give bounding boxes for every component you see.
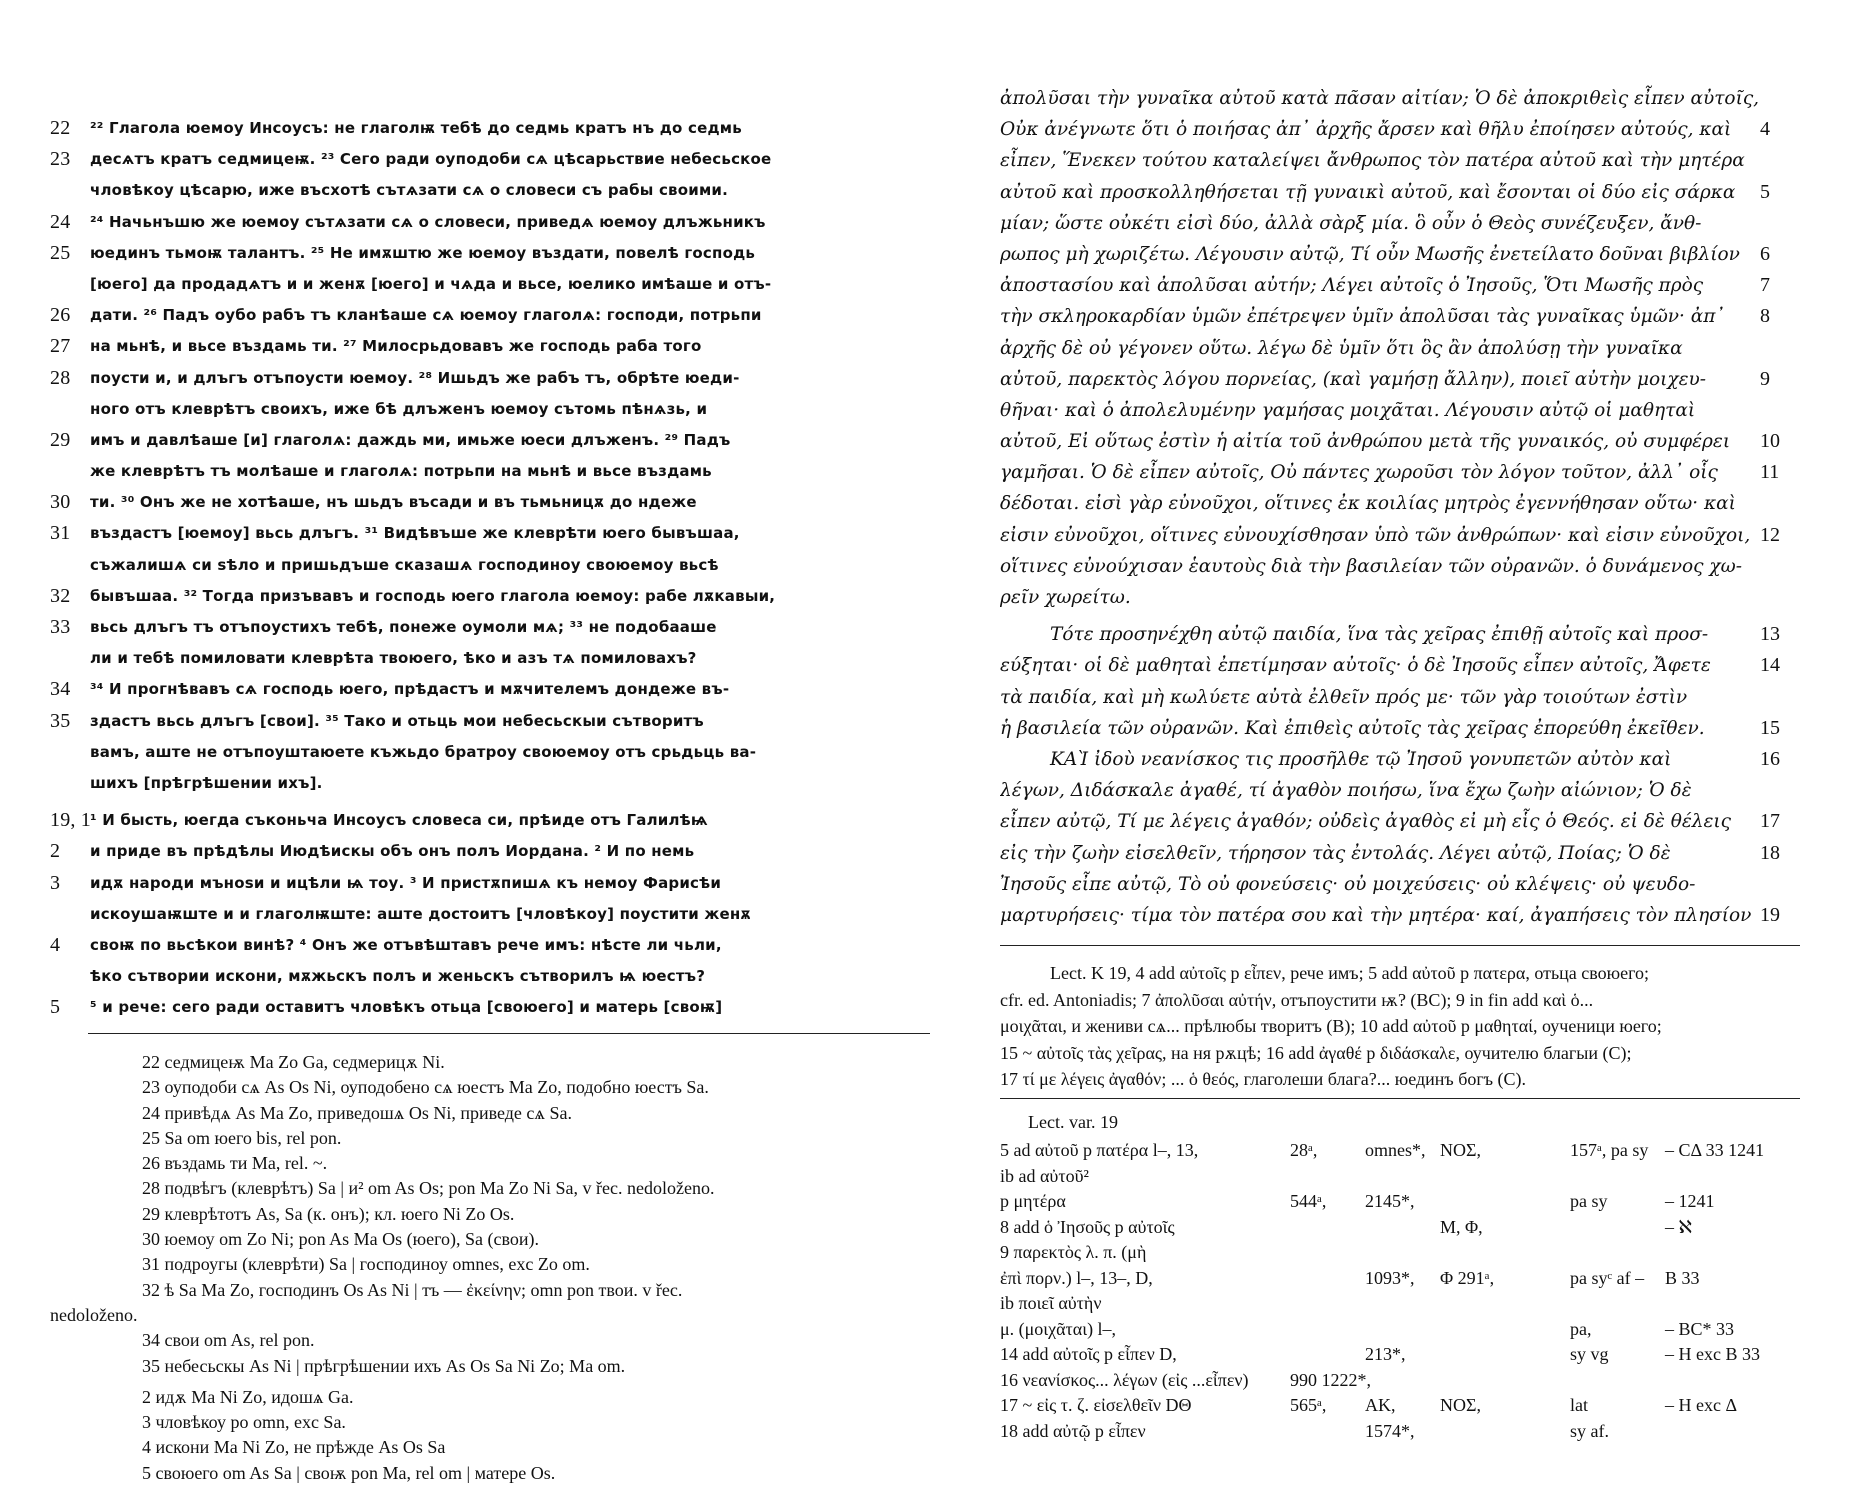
lect-var-cell: sy af. [1570,1420,1609,1441]
line-text: ΚΑῚ ἰδοὺ νεανίσκος τις προσῆλθε τῷ Ἰησοῦ γονυπετῶν αὐτὸν καὶ [1050,748,1672,770]
verse-number: 19, 1 [50,809,91,832]
line-text: идѫ народи мъноѕи и ицѣли ѩ тоу. ³ И пристѫпишѧ къ немоу Фарисѣи [90,873,722,892]
line-text: ⁵ и рече: сего ради оставитъ чловѣкъ отьца [своюего] и матерь [своѭ] [90,998,723,1017]
text-line [50,706,890,737]
lect-var-cell: ib ποιεῖ αὐτὴν [1000,1293,1102,1313]
verse-number: 31 [50,522,71,545]
lect-var-cell: 1574*, [1365,1420,1415,1441]
apparatus-note: 31 подроугы (клеврѣти) Sa | господиноу omnes, exc Zo om. [142,1254,590,1275]
text-line [1000,551,1800,582]
line-text: ли и тебѣ помиловати клеврѣта твоюего, ѣко и азъ тѧ помиловахъ? [90,649,697,668]
verse-number: 15 [1760,716,1780,739]
line-text: ἡ βασιλεία τῶν οὐρανῶν. Καὶ ἐπιθεὶς αὐτοῖς τὰς χεῖρας ἐπορεύθη ἐκεῖθεν. [1000,717,1705,739]
text-line [50,269,890,300]
verse-number: 32 [50,584,71,607]
text-line [1000,650,1800,681]
text-line [1000,682,1800,713]
lect-var-cell: 544ᵃ, [1290,1191,1327,1211]
text-line [50,144,890,175]
text-line [1000,239,1800,270]
line-text: γαμῆσαι. Ὁ δὲ εἶπεν αὐτοῖς, Οὐ πάντες χωροῦσι τὸν λόγον τοῦτον, ἀλλ᾽ οἷς [1000,462,1718,484]
line-text: чловѣкоу цѣсарю, иже въсхотѣ сътѧзати сѧ о словеси съ рабы своими. [90,181,729,200]
lect-var-cell: 1093*, [1365,1267,1415,1288]
verse-number: 16 [1760,747,1780,770]
lect-var-cell: ΝΟΣ, [1440,1395,1481,1415]
text-line [50,113,890,144]
line-text: μαρτυρήσεις· τίμα τὸν πατέρα σου καὶ τὴν μητέρα· καί, ἀγαπήσεις τὸν πλησίον [1000,904,1752,926]
line-text: εύξηται· οἱ δὲ μαθηταὶ ἐπετίμησαν αὐτοῖς· ὁ δὲ Ἰησοῦς εἶπεν αὐτοῖς, Ἄφετε [1000,655,1711,677]
line-text: ного отъ клеврѣтъ своихъ, иже бѣ длъженъ юемоу сътомь пѣнѧзь, и [90,399,708,418]
text-line [50,363,890,394]
line-text: поусти и, и длъгъ отъпоусти юемоу. ²⁸ Ишьдъ же рабъ тъ, обрѣте юеди- [90,368,740,387]
apparatus-note: 28 подвѣгъ (клеврѣтъ) Sa | и² om As Os; pon Ma Zo Ni Sa, v řec. nedoloženo. [142,1178,715,1199]
lect-var-cell: 157ᵃ, pa sy [1570,1140,1649,1160]
apparatus-note: 23 оуподоби сѧ As Os Ni, оуподобено сѧ юестъ Ma Zo, подобно юестъ Sa. [142,1077,709,1098]
line-text: дати. ²⁶ Падъ оубо рабъ тъ кланѣаше сѧ юемоу глаголѧ: господи, потрьпи [90,306,762,325]
text-line [50,581,890,612]
lect-var-cell: ἐπὶ πορν.) l–, 13–, D, [1000,1267,1153,1288]
text-line [50,805,890,836]
lect-var-cell: – H exc Δ [1665,1395,1738,1415]
lect-var-row [1000,1266,1800,1292]
lect-var-row [1000,1393,1800,1419]
lect-var-cell: 9 παρεκτὸς λ. π. (μὴ [1000,1242,1147,1262]
verse-number: 27 [50,335,71,358]
lect-var-cell: 16 νεανίσκος... λέγων (εἰς ...εἶπεν) [1000,1369,1249,1390]
text-line [1000,364,1800,395]
lect-var-cell: 18 add αὐτῷ p εἶπεν [1000,1420,1146,1441]
line-text: ¹ И бысть, юегда съконьча Инсоусъ словеса си, прѣиде отъ Галилѣѩ [90,811,708,830]
line-text: въздастъ [юемоу] вьсь длъгъ. ³¹ Видѣвъше же клеврѣти юего бывъшаа, [90,524,740,543]
line-text: съжалишѧ си ѕѣло и пришьдъше сказашѧ господиноу своюемоу вьсѣ [90,555,719,574]
text-line [1000,582,1800,613]
apparatus-note: 22 седмицеѭ Ma Zo Ga, седмерицѫ Ni. [142,1052,445,1072]
lect-var-row [1000,1189,1800,1215]
line-text: εἶπεν, Ἕνεκεν τούτου καταλείψει ἄνθρωπος τὸν πατέρα αὐτοῦ καὶ τὴν μητέρα [1000,150,1745,172]
line-text: десѧтъ кратъ седмицеѭ. ²³ Сего ради оуподоби сѧ цѣсарьствие небесьское [90,150,772,169]
lect-var-cell: 5 ad αὐτοῦ p πατέρα l–, 13, [1000,1140,1199,1160]
lect-var-row [1000,1240,1800,1266]
lect-var-row [1000,1342,1800,1368]
text-line [1000,177,1800,208]
line-text: εἰς τὴν ζωὴν εἰσελθεῖν, τήρησον τὰς ἐντολάς. Λέγει αὐτῷ, Ποίας; Ὁ δὲ [1000,842,1671,864]
text-line [1000,838,1800,869]
line-text: бывъшаа. ³² Тогда призъвавъ и господь юего глагола юемоу: рабе лѫкавыи, [90,586,776,605]
text-line [50,868,890,899]
line-text: искоушаѭште и и глаголѭште: аште достоитъ [чловѣкоу] поустити женѫ [90,904,751,923]
text-line [1000,713,1800,744]
line-text: θῆναι· καὶ ὁ ἀπολελυμένην γαμήσας μοιχᾶται. Λέγουσιν αὐτῷ οἱ μαθηταὶ [1000,399,1696,421]
lect-var-cell: 17 ~ εἰς τ. ζ. εἰσελθεῖν DΘ [1000,1395,1192,1415]
text-line [1000,806,1800,837]
right-divider-bottom [1000,1098,1800,1099]
text-line [1000,114,1800,145]
lect-var-cell: B 33 [1665,1267,1700,1288]
verse-number: 23 [50,148,71,171]
line-text: ρεῖν χωρείτω. [1000,587,1131,608]
lect-var-cell: 8 add ὁ Ἰησοῦς p αὐτοῖς [1000,1216,1175,1237]
lectiones-k [1000,960,1800,1093]
lect-var-cell: 28ᵃ, [1290,1140,1318,1160]
line-text: и приде въ прѣдѣлы Июдѣискы объ онъ полъ Иордана. ² И по немь [90,842,695,861]
verse-number: 22 [50,117,71,139]
lect-var-cell: sy vg [1570,1344,1609,1364]
verse-number: 30 [50,491,71,514]
lect-var-title-row [1000,1110,1800,1138]
line-text: τὴν σκληροκαρδίαν ὑμῶν ἐπέτρεψεν ὑμῖν ἀπολῦσαι τὰς γυναῖκας ὑμῶν· ἀπ᾽ [1000,306,1725,328]
text-line [1000,619,1800,650]
text-line [50,961,890,992]
lect-var-row [1000,1138,1800,1164]
verse-number: 29 [50,428,71,451]
lect-var-cell: – BC* 33 [1665,1318,1735,1339]
line-text: ἀποστασίου καὶ ἀπολῦσαι αὐτήν; Λέγει αὐτοῖς ὁ Ἰησοῦς, Ὅτι Μωσῆς πρὸς [1000,275,1704,297]
line-text: ти. ³⁰ Онъ же не хотѣаше, нъ шьдъ въсади и въ тьмьницѫ до ндеже [90,493,697,512]
apparatus-note: 5 своюего om As Sa | своѭ pon Ma, rel om | матере Os. [142,1462,556,1483]
line-text: τὰ παιδία, καὶ μὴ κωλύετε αὐτὰ ἐλθεῖν πρός με· τῶν γὰρ τοιούτων ἐστὶν [1000,686,1688,708]
lect-var-title: Lect. var. 19 [1028,1112,1118,1132]
lect-var-cell: lat [1570,1395,1588,1415]
text-line [1000,270,1800,301]
text-line [50,394,890,425]
line-text: вьсь длъгъ тъ отъпоустихъ тебѣ, понеже оумоли мѧ; ³³ не подобааше [90,618,717,636]
text-line [1000,520,1800,551]
lect-var-cell: μ. (μοιχᾶται) l–, [1000,1318,1117,1339]
text-line [1000,333,1800,364]
line-text: своѭ по вьсѣкои винѣ? ⁴ Онъ же отъвѣштавъ рече имъ: нѣсте ли чьли, [90,935,722,954]
line-text: здастъ вьсь длъгъ [свои]. ³⁵ Тако и отьць мои небесьскыи сътворитъ [90,711,704,730]
text-line [1000,83,1800,114]
apparatus-note: 2 идѫ Ma Ni Zo, идошѧ Ga. [142,1386,354,1407]
verse-number: 4 [50,933,61,956]
lect-var-row [1000,1317,1800,1343]
text-line [50,331,890,362]
line-text: λέγων, Διδάσκαλε ἀγαθέ, τί ἀγαθὸν ποιήσω, ἵνα ἔχω ζωὴν αἰώνιον; Ὁ δὲ [1000,780,1692,802]
text-line [50,550,890,581]
line-text: ἀπολῦσαι τὴν γυναῖκα αὐτοῦ κατὰ πᾶσαν αἰτίαν; Ὁ δὲ ἀποκριθεὶς εἶπεν αὐτοῖς, [1000,88,1760,109]
apparatus-note: 26 въздамь ти Ma, rel. ~. [142,1153,328,1174]
line-text: οἵτινες εὐνούχισαν ἑαυτοὺς διὰ τὴν βασιλείαν τῶν οὐρανῶν. ὁ δυνάμενος χω- [1000,555,1742,577]
text-line [50,674,890,705]
lect-var-row [1000,1164,1800,1190]
apparatus-note: 25 Sa om юего bis, rel pon. [142,1127,342,1148]
text-line [50,487,890,518]
right-divider-top [1000,945,1800,946]
lect-var-cell: – ℵ [1665,1216,1692,1237]
lect-var-cell: 2145*, [1365,1191,1415,1211]
verse-number: 10 [1760,430,1780,453]
verse-number: 13 [1760,623,1780,646]
verse-number: 11 [1760,461,1780,484]
lect-var-row [1000,1419,1800,1445]
text-line [50,300,890,331]
line-text: αὐτοῦ, παρεκτὸς λόγου πορνείας, (καὶ γαμήσῃ ἄλλην), ποιεῖ αὐτὴν μοιχευ- [1000,368,1707,390]
verse-number: 6 [1760,242,1770,265]
apparatus-note: 35 небесьскы As Ni | прѣгрѣшении ихъ As Os Sa Ni Zo; Ma om. [142,1355,626,1376]
apparatus-note: 29 клеврѣтотъ As, Sa (к. онъ); кл. юего Ni Zo Os. [142,1203,515,1224]
text-line [50,207,890,238]
line-text: же клеврѣтъ тъ молѣаше и глаголѧ: потрьпи на мьнѣ и вьсе въздамь [90,462,712,481]
verse-number: 35 [50,709,71,732]
line-text: εἰσιν εὐνοῦχοι, οἵτινες εὐνουχίσθησαν ὑπὸ τῶν ἀνθρώπων· καὶ εἰσιν εὐνοῦχοι, [1000,524,1751,546]
text-line [50,737,890,768]
text-line [1000,869,1800,900]
verse-number: 4 [1760,118,1770,141]
verse-number: 34 [50,678,71,701]
greek-text [1000,83,1800,931]
verse-number: 17 [1760,810,1780,833]
apparatus-note: 4 искони Ma Ni Zo, не прѣжде As Os Sa [142,1437,446,1458]
text-line [50,175,890,206]
line-text: ³⁴ И прогнѣвавъ сѧ господь юего, прѣдастъ и мѫчителемъ дондеже въ- [90,680,730,699]
verse-number: 26 [50,304,71,327]
lect-var-cell: ib ad αὐτοῦ² [1000,1165,1089,1186]
lect-var-cell: pa, [1570,1318,1592,1339]
verse-number: 2 [50,840,61,863]
slavonic-apparatus [50,1050,890,1486]
text-line [1000,775,1800,806]
lect-k-line: 17 τί με λέγεις ἀγαθόν; ... ὁ θεός, глаголеши блага?... юединъ богъ (C). [1000,1069,1527,1089]
line-text: δέδοται. εἰσὶ γὰρ εὐνοῦχοι, οἵτινες ἐκ κοιλίας μητρὸς ἐγεννήθησαν οὕτω· καὶ [1000,493,1736,515]
text-line [1000,457,1800,488]
text-line [50,425,890,456]
line-text: юединъ тьмоѭ талантъ. ²⁵ Не имѫштю же юемоу въздати, повелѣ господь [90,243,756,262]
line-text: [юего] да продадѧтъ и и женѫ [юего] и чѧда и вьсе, юелико имѣаше и отъ- [90,274,772,293]
slavonic-text [50,113,890,1023]
verse-number: 28 [50,366,71,389]
lect-var-cell: ΝΟΣ, [1440,1140,1481,1160]
text-line [1000,744,1800,775]
lect-var-row [1000,1368,1800,1394]
text-line [50,612,890,643]
line-text: ѣко сътвории искони, мѫжьскъ полъ и женьскъ сътворилъ ѩ юестъ? [90,967,706,986]
apparatus-note: 30 юемоу om Zo Ni; pon As Ma Os (юего), Sa (свои). [142,1229,539,1250]
lect-k-line: Lect. K 19, 4 add αὐτοῖς p εἶπεν, рече имъ; 5 add αὐτοῦ p πατερα, отьца своюего; [1050,963,1650,983]
apparatus-note: 24 привѣдѧ As Ma Zo, приведошѧ Os Ni, приведе сѧ Sa. [142,1102,573,1123]
lect-var-cell: 213*, [1365,1344,1406,1364]
line-text: ²² Глагола юемоу Инсоусъ: не глаголѭ тебѣ до седмь кратъ нъ до седмь [90,119,742,137]
verse-number: 19 [1760,903,1780,926]
lect-var-cell: 565ᵃ, [1290,1395,1327,1415]
text-line [1000,145,1800,176]
verse-number: 9 [1760,367,1770,390]
text-line [1000,426,1800,457]
lect-var-cell: AK, [1365,1395,1396,1415]
lect-var-cell: – 1241 [1665,1191,1715,1211]
lect-k-line: μοιχᾶται, и жениви сѧ... прѣлюбы творитъ (B); 10 add αὐτοῦ p μαθηταί, оученици юего; [1000,1016,1662,1036]
left-divider [88,1033,930,1034]
verse-number: 5 [1760,180,1770,203]
verse-number: 12 [1760,523,1780,546]
lect-var-cell: 14 add αὐτοῖς p εἶπεν D, [1000,1344,1177,1364]
text-line [50,643,890,674]
lect-var-row [1000,1291,1800,1317]
lect-var-cell: pa syᶜ af – [1570,1267,1645,1288]
line-text: μίαν; ὥστε οὐκέτι εἰσὶ δύο, ἀλλὰ σὰρξ μία. ὃ οὖν ὁ Θεὸς συνέζευξεν, ἄνθ- [1000,212,1702,234]
text-line [1000,301,1800,332]
lect-var-cell: p μητέρα [1000,1191,1066,1211]
lect-k-line: 15 ~ αὐτοῖς τὰς χεῖρας, на ня рѫцѣ; 16 add ἀγαθέ p διδάσκαλε, оучителю благыи (C); [1000,1042,1632,1063]
text-line [1000,900,1800,931]
line-text: ἀρχῆς δὲ οὐ γέγονεν οὕτω. λέγω δὲ ὑμῖν ὅτι ὃς ἂν ἀπολύσῃ τὴν γυναῖκα [1000,337,1683,359]
text-line [1000,488,1800,519]
lect-var-cell: Φ 291ᵃ, [1440,1267,1495,1288]
lect-var-cell: – CΔ 33 1241 [1665,1140,1765,1160]
lect-var-cell: M, Φ, [1440,1216,1483,1237]
line-text: ²⁴ Начьнъшю же юемоу сътѧзати сѧ о словеси, приведѧ юемоу длъжьникъ [90,212,766,231]
text-line [1000,208,1800,239]
text-line [50,768,890,799]
verse-number: 3 [50,871,61,894]
line-text: шихъ [прѣгрѣшении ихъ]. [90,773,323,792]
verse-number: 5 [50,996,61,1019]
line-text: на мьнѣ, и вьсе въздамь ти. ²⁷ Милосрьдовавъ же господь раба того [90,337,702,356]
lect-k-line: cfr. ed. Antoniadis; 7 ἀπολῦσαι αὐτήν, отъпоустити ѭ? (BC); 9 in fin add καὶ ὁ... [1000,989,1594,1010]
lect-var-cell: – H exc B 33 [1665,1344,1760,1364]
apparatus-note: 34 свои om As, rel pon. [142,1330,315,1351]
line-text: αὐτοῦ καὶ προσκολληθήσεται τῇ γυναικὶ αὐτοῦ, καὶ ἔσονται οἱ δύο εἰς σάρκα [1000,181,1736,203]
text-line [1000,395,1800,426]
verse-number: 7 [1760,274,1770,297]
line-text: Οὐκ ἀνέγνωτε ὅτι ὁ ποιήσας ἀπ᾽ ἀρχῆς ἄρσεν καὶ θῆλυ ἐποίησεν αὐτούς, καὶ [1000,119,1732,141]
text-line [50,930,890,961]
text-line [50,899,890,930]
lectiones-variae [1000,1110,1800,1444]
text-line [50,518,890,549]
text-line [50,238,890,269]
line-text: αὐτοῦ, Εἰ οὕτως ἐστὶν ἡ αἰτία τοῦ ἀνθρώπου μετὰ τῆς γυναικός, οὐ συμφέρει [1000,431,1731,453]
apparatus-note: 3 чловѣкоу po omn, exc Sa. [142,1412,346,1433]
line-text: Τότε προσηνέχθη αὐτῷ παιδία, ἵνα τὰς χεῖρας ἐπιθῇ αὐτοῖς καὶ προσ- [1050,624,1709,646]
line-text: Ἰησοῦς εἶπε αὐτῷ, Τὸ οὐ φονεύσεις· οὐ μοιχεύσεις· οὐ κλέψεις· οὐ ψευδο- [1000,873,1696,895]
text-line [50,992,890,1023]
line-text: ρωπος μὴ χωριζέτω. Λέγουσιν αὐτῷ, Τί οὖν Μωσῆς ἐνετείλατο δοῦναι βιβλίον [1000,243,1740,265]
verse-number: 33 [50,616,71,638]
line-text: εἶπεν αὐτῷ, Τί με λέγεις ἀγαθόν; οὐδεὶς ἀγαθὸς εἰ μὴ εἷς ὁ Θεός. εἰ δὲ θέλεις [1000,811,1732,833]
apparatus-note: nedoloženo. [50,1304,138,1325]
text-line [50,456,890,487]
text-line [50,836,890,867]
verse-number: 18 [1760,841,1780,864]
apparatus-note: 32 ѣ Sa Ma Zo, господинъ Os As Ni | тъ — ἐκείνην; omn pon твои. v řec. [142,1279,683,1300]
lect-var-cell: omnes*, [1365,1140,1426,1160]
line-text: вамъ, аште не отъпоуштаюете къжьдо братроу своюемоу отъ срьдьць ва- [90,742,757,761]
verse-number: 24 [50,210,71,233]
lect-var-row [1000,1215,1800,1241]
line-text: имъ и давлѣаше [и] глаголѧ: даждь ми, имьже юеси длъженъ. ²⁹ Падъ [90,430,731,449]
verse-number: 14 [1760,654,1780,677]
verse-number: 25 [50,241,71,264]
lect-var-cell: pa sy [1570,1191,1608,1211]
lect-var-cell: 990 1222*, [1290,1369,1371,1390]
verse-number: 8 [1760,305,1770,328]
